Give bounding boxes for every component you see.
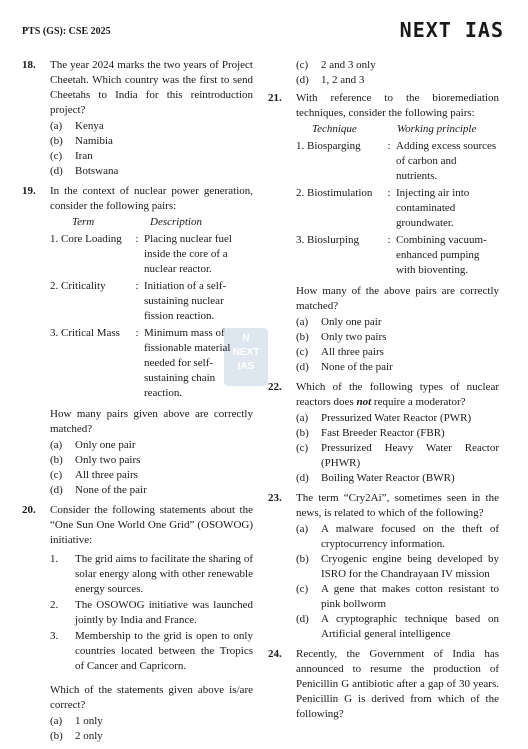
- option-a[interactable]: (a) Pressurized Water Reactor (PWR): [296, 412, 472, 424]
- pairs-table: [50, 215, 253, 401]
- question-22: [268, 380, 499, 486]
- pair-row: 2. Criticality : Initiation of a self-sustaining nuclear fission reaction.: [50, 280, 227, 322]
- question-24: [268, 647, 499, 722]
- option-c[interactable]: (c) All three pairs: [50, 469, 138, 481]
- page-header: [22, 18, 504, 46]
- option-d[interactable]: (d) None of the pair: [50, 484, 147, 496]
- question-23: [268, 491, 499, 642]
- question-stem: Recently, the Government of India has announced to resume the production of Penicillin G antibiotic after a gap of 30 years. Penicillin G is derived from which of the following?: [296, 648, 499, 720]
- statement: 1. The grid aims to facilitate the sharing of solar energy along with other renewable energy sources.: [50, 553, 253, 595]
- question-stem: With reference to the bioremediation techniques, consider the following pairs:: [296, 92, 499, 119]
- question-number: 21.: [268, 92, 282, 104]
- option-a[interactable]: (a) Kenya: [50, 120, 104, 132]
- pairs-table: [296, 122, 499, 278]
- question-number: 22.: [268, 381, 282, 393]
- question-number: 20.: [22, 504, 36, 516]
- pair-row: 1. Core Loading : Placing nuclear fuel inside the core of a nuclear reactor.: [50, 233, 232, 275]
- option-a[interactable]: (a) A malware focused on the theft of cryptocurrency information.: [296, 523, 499, 550]
- exam-title: PTS (GS): CSE 2025: [22, 26, 111, 37]
- option-a[interactable]: (a) Only one pair: [296, 316, 382, 328]
- question-stem: The year 2024 marks the two years of Project Cheetah. Which country was the first to send Cheetahs to India for this reintroduction project?: [50, 59, 253, 116]
- option-b[interactable]: (b) Only two pairs: [50, 454, 141, 466]
- pair-row: 3. Bioslurping : Combining vacuum-enhanced pumping with bioventing.: [296, 234, 487, 276]
- question-number: 19.: [22, 185, 36, 197]
- statement: 2. The OSOWOG initiative was launched jointly by India and France.: [50, 599, 253, 626]
- option-d[interactable]: (d) None of the pair: [296, 361, 393, 373]
- pairs-header: Term Description: [72, 216, 202, 228]
- watermark-logo: N NEXT IAS: [224, 328, 268, 386]
- pair-row: 1. Biosparging : Adding excess sources of carbon and nutrients.: [296, 140, 497, 182]
- question-stem: Which of the following types of nuclear reactors does not require a moderator?: [296, 381, 499, 408]
- question-stem: The term “Cry2Ai”, sometimes seen in the news, is related to which of the following?: [296, 492, 499, 519]
- option-d[interactable]: (d) Botswana: [50, 165, 119, 177]
- option-c[interactable]: (c) All three pairs: [296, 346, 384, 358]
- pair-row: 2. Biostimulation : Injecting air into contaminated groundwater.: [296, 187, 470, 229]
- option-b[interactable]: (b) Namibia: [50, 135, 113, 147]
- question-prompt: How many of the above pairs are correctly matched?: [296, 285, 499, 312]
- question-prompt: How many pairs given above are correctly matched?: [50, 408, 253, 435]
- left-column: [22, 58, 253, 749]
- question-18: [22, 58, 253, 179]
- option-b[interactable]: (b) Only two pairs: [296, 331, 387, 343]
- pair-row: 3. Critical Mass : Minimum mass of fissionable material needed for self-sustaining chain reaction.: [50, 327, 231, 399]
- pairs-header: Technique Working principle: [312, 123, 477, 135]
- option-a[interactable]: (a) 1 only: [50, 715, 103, 727]
- question-19: [22, 184, 253, 498]
- question-prompt: Which of the statements given above is/are correct?: [50, 684, 253, 711]
- question-stem: Consider the following statements about the “One Sun One World One Grid” (OSOWOG) initiative:: [50, 504, 253, 546]
- question-21: [268, 91, 499, 375]
- option-c[interactable]: (c) Pressurized Heavy Water Reactor (PHWR): [296, 442, 499, 469]
- option-b[interactable]: (b) 2 only: [50, 730, 103, 742]
- statement: 3. Membership to the grid is open to only countries located between the Tropics of Cancer and Capricorn.: [50, 630, 253, 672]
- question-number: 18.: [22, 59, 36, 71]
- option-d[interactable]: (d) A cryptographic technique based on Artificial general intelligence: [296, 613, 499, 640]
- option-b[interactable]: (b) Cryogenic engine being developed by ISRO for the Chandrayaan IV mission: [296, 553, 499, 580]
- question-number: 24.: [268, 648, 282, 660]
- question-stem: In the context of nuclear power generation, consider the following pairs:: [50, 185, 253, 212]
- brand-logo: NEXT IAS: [399, 18, 504, 42]
- question-20: [22, 503, 253, 744]
- question-number: 23.: [268, 492, 282, 504]
- right-column: [268, 58, 499, 727]
- option-c[interactable]: (c) A gene that makes cotton resistant to pink bollworm: [296, 583, 499, 610]
- option-d[interactable]: (d) 1, 2 and 3: [296, 74, 365, 86]
- option-a[interactable]: (a) Only one pair: [50, 439, 136, 451]
- question-20-continued: [268, 58, 499, 88]
- option-b[interactable]: (b) Fast Breeder Reactor (FBR): [296, 427, 445, 439]
- option-c[interactable]: (c) Iran: [50, 150, 93, 162]
- option-d[interactable]: (d) Boiling Water Reactor (BWR): [296, 472, 455, 484]
- option-c[interactable]: (c) 2 and 3 only: [296, 59, 376, 71]
